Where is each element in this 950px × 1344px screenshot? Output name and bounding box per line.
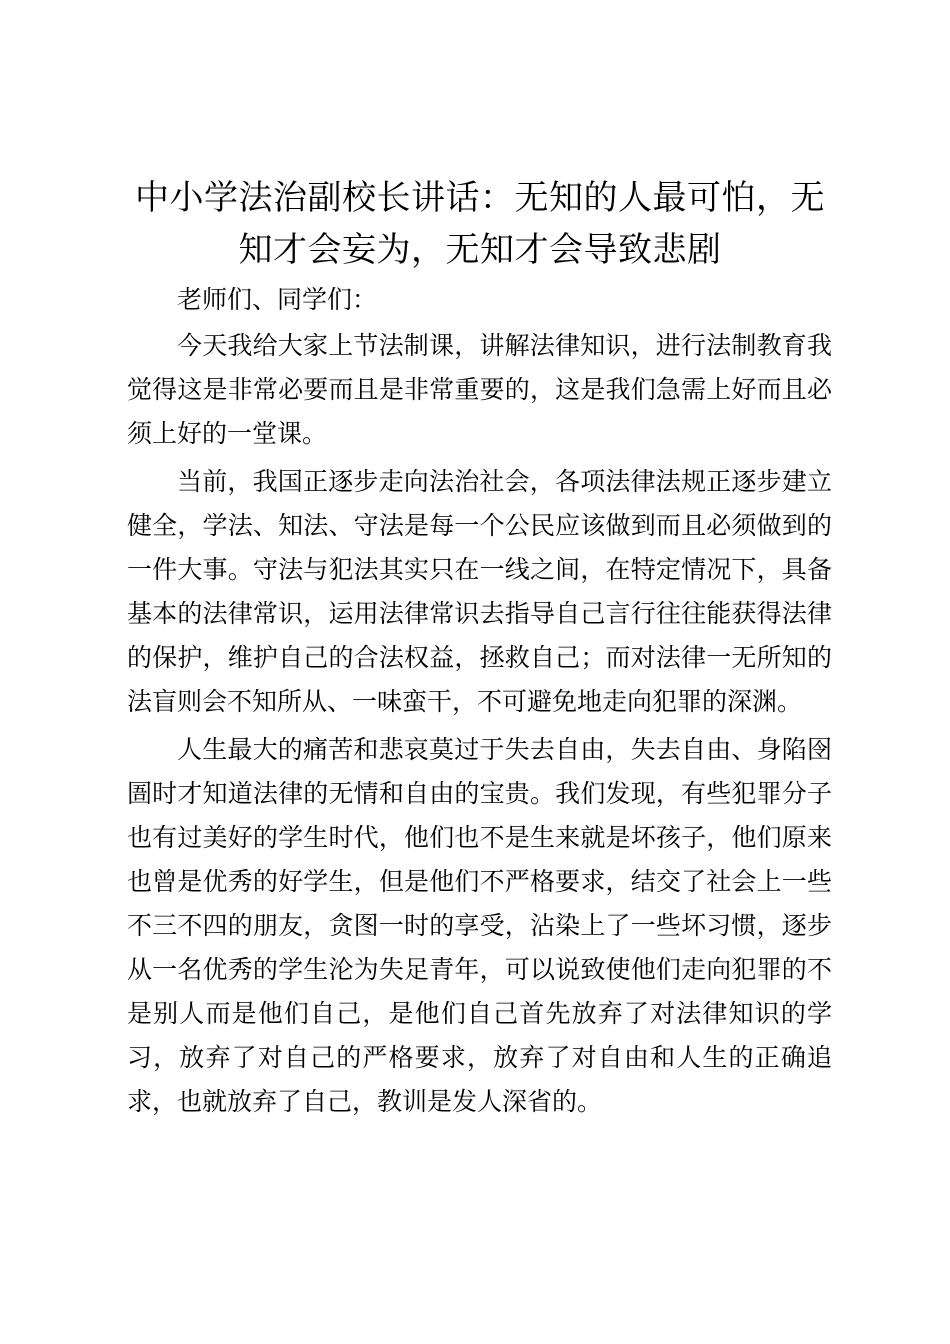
- document-title: 中小学法治副校长讲话：无知的人最可怕，无知才会妄为，无知才会导致悲剧: [135, 178, 825, 270]
- paragraph-3: 人生最大的痛苦和悲哀莫过于失去自由，失去自由、身陷囹圄时才知道法律的无情和自由的宝贵。我们发现，有些犯罪分子也有过美好的学生时代，他们也不是生来就是坏孩子，他们原来也曾是优秀的好学生，但是他们不严格要求，结交了社会上一些不三不四的朋友，贪图一时的享受，沾染上了一些坏习惯，逐步从一名优秀的学生沦为失足青年，可以说致使他们走向犯罪的不是别人而是他们自己，是他们自己首先放弃了对法律知识的学习，放弃了对自己的严格要求，放弃了对自由和人生的正确追求，也就放弃了自己，教训是发人深省的。: [127, 735, 832, 1116]
- paragraph-1: 今天我给大家上节法制课，讲解法律知识，进行法制教育我觉得这是非常必要而且是非常重要的，这是我们急需上好而且必须上好的一堂课。: [127, 331, 832, 448]
- paragraph-2: 当前，我国正逐步走向法治社会，各项法律法规正逐步建立健全，学法、知法、守法是每一个公民应该做到而且必须做到的一件大事。守法与犯法其实只在一线之间，在特定情况下，具备基本的法律常识，运用法律常识去指导自己言行往往能获得法律的保护，维护自己的合法权益，拯救自己；而对法律一无所知的法盲则会不知所从、一味蛮干，不可避免地走向犯罪的深渊。: [127, 467, 832, 716]
- document-body: [127, 280, 832, 1128]
- salutation: 老师们、同学们：: [177, 285, 378, 314]
